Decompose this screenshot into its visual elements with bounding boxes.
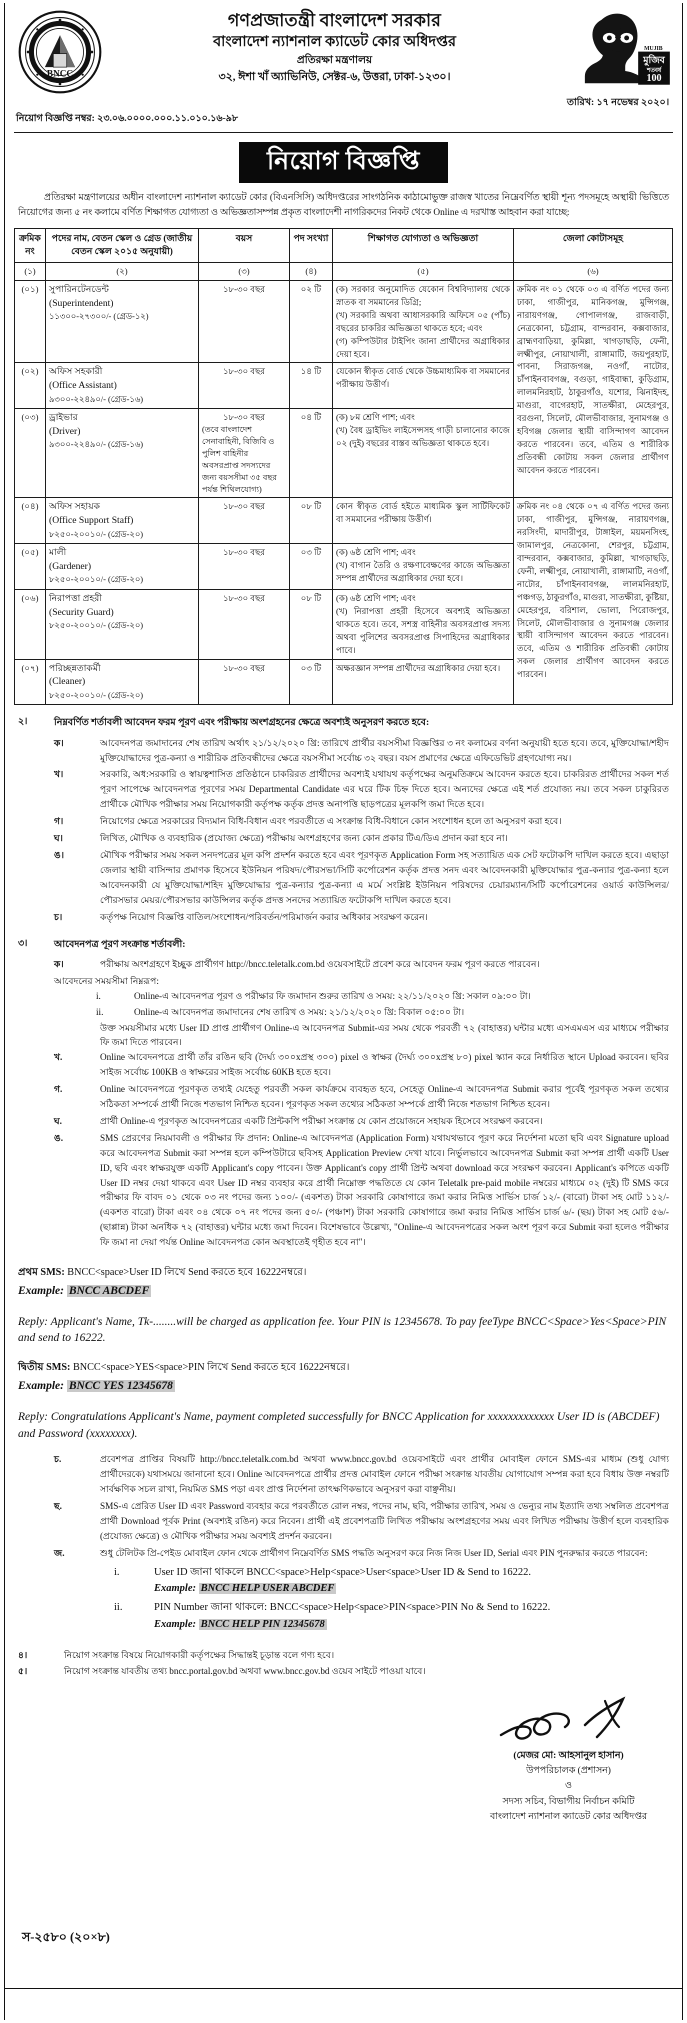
- svg-text:MUJIB: MUJIB: [644, 46, 663, 53]
- th-qualification: শিক্ষাগত যোগ্যতা ও অভিজ্ঞতা: [333, 228, 514, 263]
- application-rule-item-text: SMS প্রেরণের নিয়মাবলী ও পরীক্ষার ফি প্রদান: Online-এ আবেদনপত্র (Application Form) যথাযথভাবে পূরণ করে নির্দেশনা মতো ছবি এবং Signature upload করে আবেদনপত্র Submit করা সম্পন্ন হলে কম্পিউটারে ছবিসহ Application Preview দেখা যাবে। নির্ভুলভাবে আবেদনপত্র Submit করা সম্পন্ন প্রার্থী একটি User ID, ছবি এবং স্বাক্ষরযুক্ত একটি Applicant's copy পাবেন। উক্ত Applicant's copy প্রার্থী প্রিন্ট অথবা download করে সংরক্ষণ করবেন। Applicant's কপিতে একটি User ID নম্বর দেয়া থাকবে এবং User ID নম্বর ব্যবহার করে প্রার্থী নিম্নোক্ত পদ্ধতিতে যে কোন Teletalk pre-paid mobile নম্বরের মাধ্যমে ০২ (দুই) টি SMS করে পরীক্ষার ফি বাবদ ০১ থেকে ০৩ নং পদের জন্য ১০০/- (একশত) টাকা সরকারি কোষাগারে জমা করার নিমিত্ত সার্ভিস চার্জ ১২/- (বারো) টাকা সহ মোট ১১২/- (একশত বারো) টাকা এবং ০৪ থেকে ০৭ নং পদের জন্য ৫০/- (পঞ্চাশ) টাকা সরকারি কোষাগারে জমা করার নিমিত্ত সার্ভিস চার্জ ৬/- (ছয়) টাকা সহ মোট ৫৬/- (ছাপ্পান্ন) টাকা অনধিক ৭২ (বাহাত্তর) ঘন্টার মধ্যে জমা দিবেন। বিশেষভাবে উল্লেখ্য, "Online-এ আবেদনপত্রের সকল অংশ পূরণ করে Submit করা হলেও পরীক্ষার ফি জমা না দেয়া পর্যন্ত Online আবেদনপত্র কোন অবস্থাতেই গৃহীত হবে না"।: [100, 1132, 669, 1248]
- condition-item: [54, 848, 669, 908]
- section3-item-ka-text: পরীক্ষায় অংশগ্রহণে ইচ্ছুক প্রার্থীগণ http://bncc.teletalk.com.bd ওয়েবসাইটে প্রবেশ করে আবেদন ফরম পূরণ করতে পারবেন।: [100, 958, 540, 969]
- application-rule-item-text: Online আবেদনপত্রে পূরণকৃত তথ্যই যেহেতু পরবর্তী সকল কার্যক্রমে ব্যবহৃত হবে, সেহেতু Online-এ আবেদনপত্র Submit করার পূর্বেই পূরণকৃত সকল তথ্যের সঠিকতা সম্পর্কে প্রার্থী নিজে শতভাগ নিশ্চিত হবেন। পূরণকৃত সকল তথ্যের সঠিকতা সম্পর্কে প্রার্থী নিজে শতভাগ নিশ্চিত হবেন।: [100, 1084, 669, 1110]
- handwritten-signature-icon: [493, 1695, 643, 1751]
- section2-title: নিম্নবর্ণিত শর্তাবলী আবেদন ফরম পূরণ এবং পরীক্ষায় অংশগ্রহনের ক্ষেত্রে অবশ্যই অনুসরণ করতে হবে:: [54, 717, 430, 729]
- svg-text:মুজিব: মুজিব: [643, 55, 665, 66]
- vacancy-table: [14, 228, 673, 706]
- colnum-5: (৫): [333, 263, 514, 281]
- deadline-item: [54, 989, 669, 1004]
- application-rule-item-mark: গ.: [54, 1084, 63, 1095]
- sms-first-block: [14, 1265, 673, 1347]
- cell-serial: (০২): [15, 363, 46, 409]
- table-column-number-row: [15, 263, 673, 281]
- colnum-1: (১): [15, 263, 46, 281]
- cell-serial: (০৬): [15, 590, 46, 659]
- cell-vacancies: ০৪ টি: [290, 409, 333, 498]
- page-title: নিয়োগ বিজ্ঞপ্তি: [239, 142, 448, 183]
- cell-post-name: ড্রাইভার (Driver) ৯৩০০-২২৪৯০/- (গ্রেড-১৬): [46, 409, 199, 498]
- application-rule-item-text: প্রার্থী Online-এ পূরণকৃত আবেদনপত্রের একটি প্রিন্টকপি পরীক্ষা সংক্রান্ত যে কোন প্রয়োজনে সহায়ক হিসেবে সংরক্ষণ করবেন।: [100, 1115, 543, 1126]
- ministry-name: প্রতিরক্ষা মন্ত্রণালয়: [296, 55, 373, 67]
- sms-second-example-row: [18, 1377, 669, 1395]
- application-rule-item: [54, 1114, 669, 1129]
- sms-second-label: দ্বিতীয় SMS:: [18, 1362, 71, 1374]
- cell-age: ১৮-৩০ বছর: [199, 659, 290, 705]
- bncc-logo-container: [14, 8, 106, 94]
- recovery-item-text: PIN Number জানা থাকলে: BNCC<space>Help<space>PIN<space>PIN No & Send to 16222. Example: BNCC HELP PIN 12345678: [154, 1600, 669, 1633]
- footer-note: [18, 1664, 669, 1679]
- section3-item-ka-mark: ক।: [54, 958, 64, 969]
- svg-text:শতবর্ষ: শতবর্ষ: [646, 67, 662, 74]
- recovery-item-mark: ii.: [114, 1602, 123, 1614]
- application-rule-item-mark: ঙ.: [54, 1132, 64, 1143]
- condition-item-text: লিখিত, মৌখিক ও ব্যবহারিক (প্রযোজ্য ক্ষেত্রে) পরীক্ষায় অংশগ্রহণের জন্য কোন প্রকার টিএ/ডিএ প্রদান করা হবে না।: [100, 833, 508, 844]
- table-row: [15, 281, 673, 363]
- cell-serial: (০৫): [15, 544, 46, 590]
- footer-note-text: নিয়োগ সংক্রান্ত যাবতীয় তথ্য bncc.portal.gov.bd অথবা www.bncc.gov.bd ওয়েব সাইটে পাওয়া যাবে।: [64, 1666, 426, 1677]
- admit-card-rule-item-text: শুধু টেলিটক প্রি-পেইড মোবাইল ফোন থেকে প্রার্থীগণ নিম্নেবর্ণিত SMS পদ্ধতি অনুসরণ করে নিজ নিজ User ID, Serial এবং PIN পুনরুদ্ধার করতে পারবেন:: [100, 1547, 648, 1558]
- cell-district-quota-group-2: ক্রমিক নং ০৪ থেকে ০৭ এ বর্ণিত পদের জন্য ঢাকা, গাজীপুর, মুন্সিগঞ্জ, নারায়ণগঞ্জ, নরসিংদী, মাদারীপুর, টাঙ্গাইল, ময়মনসিংহ, জামালপুর, নেত্রকোনা, শেরপুর, চট্টগ্রাম, বান্দরবান, কক্সবাজার, কুমিল্লা, খাগড়াছড়ি, ফেনী, লক্ষ্মীপুর, নোয়াখালী, রাঙ্গামাটি, নওগাঁ, নাটোর, চাঁপাইনবাবগঞ্জ, লালমনিরহাট, পঞ্চগড়, ঠাকুরগাঁও, মাগুরা, সাতক্ষীরা, কুষ্টিয়া, মেহেরপুর, বরিশাল, ভোলা, পিরোজপুর, সিলেট, মৌলভীবাজার ও সুনামগঞ্জ জেলার স্থায়ী বাসিন্দাগণ আবেদন করতে পারবেন। তবে, এতিম ও শারীরিক প্রতিবন্ধী কোটায় সকল জেলার প্রার্থীগণ আবেদন করতে পারবেন।: [514, 498, 673, 705]
- deadline-item-mark: i.: [96, 990, 101, 1001]
- cell-post-name: অফিস সহকারী (Office Assistant) ৯৩০০-২২৪৯০/- (গ্রেড-১৬): [46, 363, 199, 409]
- th-serial: ক্রমিক নং: [15, 228, 46, 263]
- cell-qualification: যেকোন স্বীকৃত বোর্ড থেকে উচ্চমাধ্যমিক বা সমমানের পরীক্ষায় উত্তীর্ণ।: [333, 363, 514, 409]
- footer-divider: [4, 1988, 683, 1989]
- mujib-centenary-block: [563, 8, 673, 111]
- table-row: [15, 498, 673, 544]
- sms-second-example-value: BNCC YES 12345678: [68, 1380, 173, 1393]
- cell-post-name: পরিচ্ছন্নতাকর্মী (Cleaner) ৮২৫০-২০০১০/- (গ্রেড-২০): [46, 659, 199, 705]
- bncc-emblem-icon: [18, 10, 102, 94]
- cell-age: ১৮-৩০ বছর: [199, 498, 290, 544]
- section-conditions: [14, 715, 673, 926]
- section3-item-list: [54, 1050, 669, 1250]
- recovery-item: [114, 1565, 669, 1598]
- recovery-example-value: BNCC HELP PIN 12345678: [200, 1618, 325, 1630]
- signatory-name: (মেজর মো: আহসানুল হাসান): [513, 1751, 624, 1762]
- application-rule-item-mark: ঘ.: [54, 1115, 62, 1126]
- th-vacancies: পদ সংখ্যা: [290, 228, 333, 263]
- admit-card-rule-item-mark: জ.: [54, 1547, 65, 1558]
- cell-vacancies: ০৩ টি: [290, 659, 333, 705]
- cell-qualification: (ক) সরকার অনুমোদিত যেকোন বিশ্ববিদ্যালয় থেকে স্নাতক বা সমমানের ডিগ্রি; (খ) সরকারি অথবা আধাসরকারি অফিসে ০৫ (পাঁচ) বছরের চাকরির অভিজ্ঞতা থাকতে হবে; এবং (গ) কম্পিউটার টাইপিং জানা প্রার্থীদের অগ্রাধিকার দেয়া হবে।: [333, 281, 514, 363]
- mujib-portrait-icon: [564, 8, 672, 88]
- cell-age: ১৮-৩০ বছর (তবে বাংলাদেশ সেনাবাহিনী, বিজিবি ও পুলিশ বাহিনীর অবসরপ্রাপ্ত সদস্যদের জন্য বয়সসীমা ৩৫ বছর পর্যন্ত শিথিলযোগ্য): [199, 409, 290, 498]
- cell-post-name: সুপারিনটেনডেন্ট (Superintendent) ১১৩০০-২৭৩০০/- (গ্রেড-১২): [46, 281, 199, 363]
- intro-paragraph: প্রতিরক্ষা মন্ত্রণালয়ের অধীন বাংলাদেশ ন্যাশনাল ক্যাডেট কোর (বিএনসিসি) অধিদপ্তরের সাংগঠনিক কাঠামোভুক্ত রাজস্ব খাতের নিম্নেবর্ণিত স্থায়ী শূন্য পদসমূহে অস্থায়ী ভিত্তিতে নিয়োগের জন্য ৫ নং কলামে বর্ণিত শিক্ষাগত যোগ্যতা ও অভিজ্ঞতাসম্পন্ন প্রকৃত বাংলাদেশী নাগরিকদের নিকট থেকে Online এ দরখাস্ত আহবান করা যাচ্ছে:: [18, 193, 669, 218]
- table-header-row: [15, 228, 673, 263]
- cell-vacancies: ০২ টি: [290, 281, 333, 363]
- signatory-conjunction: ও: [565, 1781, 572, 1792]
- section2-item-list: [54, 736, 669, 925]
- sms-second-text: BNCC<space>YES<space>PIN লিখে Send করতে হবে 16222নম্বরে।: [72, 1362, 350, 1374]
- th-post-name: পদের নাম, বেতন স্কেল ও গ্রেড (জাতীয় বেতন স্কেল ২০১৫ অনুযায়ী): [46, 228, 199, 263]
- footer-note-mark: ৫।: [18, 1666, 28, 1677]
- cell-vacancies: ০৮ টি: [290, 498, 333, 544]
- condition-item: [54, 910, 669, 925]
- cell-district-quota-group-1: ক্রমিক নং ০১ থেকে ০৩ এ বর্ণিত পদের জন্য ঢাকা, গাজীপুর, মানিকগঞ্জ, মুন্সিগঞ্জ, নারায়ণগঞ্জ, গোপালগঞ্জ, রাজবাড়ী, নেত্রকোনা, চট্টগ্রাম, বান্দরবান, কক্সবাজার, ব্রাহ্মণবাড়িয়া, কুমিল্লা, খাগড়াছড়ি, ফেনী, লক্ষ্মীপুর, নোয়াখালী, রাঙ্গামাটি, জয়পুরহাট, পাবনা, সিরাজগঞ্জ, নওগাঁ, নাটোর, চাঁপাইনবাবগঞ্জ, বগুড়া, গাইবান্ধা, কুড়িগ্রাম, লালমনিরহাট, ঠাকুরগাঁও, যশোর, ঝিনাইদহ, মাগুরা, বাগেরহাট, সাতক্ষীরা, মেহেরপুর, বরগুনা, সিলেট, মৌলভীবাজার, সুনামগঞ্জ ও হবিগঞ্জ জেলার স্থায়ী বাসিন্দাগণ আবেদন করতে পারবেন। তবে, এতিম ও শারীরিক প্রতিবন্ধী কোটায় সকল জেলার প্রার্থীগণ আবেদন করতে পারবেন।: [514, 281, 673, 498]
- recovery-item-mark: i.: [114, 1566, 120, 1578]
- circular-number: নিয়োগ বিজ্ঞপ্তি নম্বর: ২৩.০৬.০০০০.০০০.১১.০১০.১৬-৯৮: [16, 114, 239, 124]
- office-address: ৩২, ঈশা খাঁ অ্যাভিনিউ, সেক্টর-৬, উত্তরা, ঢাকা-১২৩০।: [218, 71, 451, 84]
- condition-item: [54, 814, 669, 829]
- deadline-list: [54, 989, 669, 1020]
- cell-serial: (০৭): [15, 659, 46, 705]
- colnum-3: (৩): [199, 263, 290, 281]
- sms-first-label: প্রথম SMS:: [18, 1267, 65, 1279]
- application-rule-item-mark: খ.: [54, 1052, 63, 1063]
- section3-more-spacer: [18, 1452, 44, 1635]
- condition-item-mark: ঙ।: [54, 850, 65, 861]
- condition-item: [54, 767, 669, 812]
- deadline-item: [54, 1005, 669, 1020]
- cell-age: ১৮-৩০ বছর: [199, 281, 290, 363]
- condition-item-mark: গ।: [54, 816, 64, 827]
- cell-post-name: অফিস সহায়ক (Office Support Staff) ৮২৫০-২০০১০/- (গ্রেড-২০): [46, 498, 199, 544]
- sms-first-text: BNCC<space>User ID লিখে Send করতে হবে 16222নম্বরে।: [67, 1267, 307, 1279]
- section3-title: আবেদনপত্র পূরণ সংক্রান্ত শর্তাবলী:: [54, 938, 186, 950]
- admit-card-rule-item-text: SMS-এ প্রেরিত User ID এবং Password ব্যবহার করে পরবর্তীতে রোল নম্বর, পদের নাম, ছবি, পরীক্ষার তারিখ, সময় ও ভেন্যুর নাম ইত্যাদি তথ্য সম্বলিত প্রবেশপত্র প্রার্থী Download পূর্বক Print (অবশ্যই রঙিন) করে নিবেন। প্রার্থী এই প্রবেশপত্রটি লিখিত পরীক্ষায় অংশগ্রহণের সময় এবং লিখিত পরীক্ষায় উত্তীর্ণ হলে ব্যবহারিক (প্রযোজ্য ক্ষেত্রে) ও মৌখিক পরীক্ষার সময় অবশ্যই প্রদর্শন করবেন।: [100, 1500, 669, 1541]
- cell-serial: (০৪): [15, 498, 46, 544]
- section3-number: ৩।: [18, 938, 28, 949]
- colnum-2: (২): [46, 263, 199, 281]
- condition-item-text: নিয়োগের ক্ষেত্রে সরকারের বিদ্যমান বিধি-বিধান এবং পরবর্তীতে এ সংক্রান্ত বিধি-বিধানে কোন সংশোধন হলে তা অনুসরণ করা হবে।: [100, 816, 562, 827]
- condition-item: [54, 831, 669, 846]
- condition-item-mark: চ।: [54, 911, 63, 922]
- signature-block: [14, 1695, 673, 1824]
- svg-text:BNCC: BNCC: [46, 68, 74, 79]
- sms-recovery-list: [54, 1565, 669, 1633]
- section-application-rules: [14, 937, 673, 1253]
- admit-card-rule-item: [54, 1499, 669, 1544]
- footer-note-list: [14, 1648, 673, 1680]
- recovery-item-example: [154, 1617, 669, 1633]
- recovery-item: [114, 1600, 669, 1633]
- footer-note-text: নিয়োগ সংক্রান্ত বিষয়ে নিয়োগকারী কর্তৃপক্ষের সিদ্ধান্তই চূড়ান্ত বলে গণ্য হবে।: [64, 1649, 335, 1660]
- signatory-designation: উপপরিচালক (প্রশাসন): [526, 1766, 611, 1777]
- cell-qualification: (ক) ৬ষ্ঠ শ্রেণি পাশ; এবং (খ) বাগান তৈরি ও রক্ষণাবেক্ষণের কাজে অভিজ্ঞতা সম্পন্ন প্রার্থীদের অগ্রাধিকার দেয়া হবে।: [333, 544, 514, 590]
- sms-first-reply: Reply: Applicant's Name, Tk-........will be charged as application fee. Your PIN is 12345678. To pay feeType BNCC<Space>Yes<Space>PIN and send to 16222.: [18, 1315, 667, 1345]
- admit-card-rule-item: [54, 1546, 669, 1561]
- cell-age: ১৮-৩০ বছর: [199, 363, 290, 409]
- admit-card-rule-item: [54, 1452, 669, 1497]
- condition-item-text: আবেদনপত্র জমাদানের শেষ তারিখ অর্থাৎ ২১/১২/২০২০ খ্রি: তারিখে প্রার্থীর বয়সসীমা বিজ্ঞপ্তির ৩ নং কলামের বর্ণনা অনুযায়ী হতে হবে। তবে, মুক্তিযোদ্ধা/শহীদ মুক্তিযোদ্ধাদের পুত্র-কন্যা ও শারীরিক প্রতিবন্ধীদের ক্ষেত্রে বয়সসীমা সর্বোচ্চ ৩২ বছর। বয়স প্রমাণের ক্ষেত্রে এফিডেভিট গ্রহণযোগ্য নয়।: [100, 737, 669, 763]
- footer-note: [18, 1648, 669, 1663]
- cell-qualification: অক্ষরজ্ঞান সম্পন্ন প্রার্থীদের অগ্রাধিকার দেয়া হবে।: [333, 659, 514, 705]
- deadline-item-text: Online-এ আবেদনপত্র পূরণ ও পরীক্ষার ফি জমাদান শুরুর তারিখ ও সময়: ২২/১১/২০২০ খ্রি: সকাল ০৯:০০ টা।: [134, 990, 531, 1001]
- government-name: গণপ্রজাতন্ত্রী বাংলাদেশ সরকার: [227, 10, 442, 30]
- document-header: [14, 8, 673, 111]
- footer-note-mark: ৪।: [18, 1649, 28, 1660]
- application-rule-item: [54, 1131, 669, 1250]
- recovery-item-text: User ID জানা থাকলে BNCC<space>Help<space>User<space>User ID & Send to 16222. Example: BNCC HELP USER ABCDEF: [154, 1565, 669, 1598]
- application-rule-item: [54, 1050, 669, 1080]
- cell-vacancies: ০৩ টি: [290, 544, 333, 590]
- cell-post-name: মালী (Gardener) ৮২৫০-২০০১০/- (গ্রেড-২০): [46, 544, 199, 590]
- cell-qualification: কোন স্বীকৃত বোর্ড হইতে মাধ্যমিক স্কুল সার্টিফিকেট বা সমমানের পরীক্ষায় উত্তীর্ণ।: [333, 498, 514, 544]
- condition-item-mark: ঘ।: [54, 833, 63, 844]
- sms-second-example-label: Example:: [18, 1380, 64, 1393]
- admit-card-rule-item-mark: ছ.: [54, 1500, 62, 1511]
- th-district-quota: জেলা কোটাসমূহ: [514, 228, 673, 263]
- cell-qualification: (ক) ৮ম শ্রেণি পাশ; এবং (খ) বৈধ ড্রাইভিং লাইসেন্সসহ গাড়ী চালানোর কাজে ০২ (দুই) বছরের বাস্তব অভিজ্ঞতা থাকতে হবে।: [333, 409, 514, 498]
- cell-age: ১৮-৩০ বছর: [199, 590, 290, 659]
- header-divider: [14, 132, 673, 133]
- th-age: বয়স: [199, 228, 290, 263]
- condition-item-text: সরকারি, অধ:সরকারি ও স্বায়ত্বশাসিত প্রতিষ্ঠানে চাকরিরত প্রার্থীদের অবশ্যই যথাযথ কর্তৃপক্ষের অনুমতিক্রমে আবেদন করতে হবে। চাকরিরত প্রার্থীদের সকল শর্ত পূরণ সাপেক্ষে আবেদনপত্র পূরণের সময় Departmental Candidate এর ঘরে টিক চিহ্ন দিতে হবে। অন্যদের ক্ষেত্রে এই শর্ত প্রযোজ্য নয়। তবে সকল চাকুরিরত প্রার্থীকে মৌখিক পরীক্ষার সময় নিয়োগকারী কর্তৃপক্ষ কর্তৃক প্রদত্ত অনাপত্তি ছাড়পত্রের মূলকপি জমা দিতে হবে।: [100, 769, 669, 810]
- table-body: [15, 281, 673, 705]
- section2-number: ২।: [18, 717, 28, 728]
- sms-first-line: [18, 1265, 669, 1281]
- circular-date: তারিখ: ১৭ নভেম্বর ২০২০।: [566, 98, 670, 108]
- cell-vacancies: ০৮ টি: [290, 590, 333, 659]
- cell-age: ১৮-৩০ বছর: [199, 544, 290, 590]
- deadline-intro: আবেদনের সময়সীমা নিম্নরূপ:: [54, 975, 159, 986]
- title-banner: [14, 142, 673, 183]
- condition-item: [54, 736, 669, 766]
- recovery-example-label: Example:: [154, 1583, 196, 1595]
- condition-item-mark: খ।: [54, 769, 64, 780]
- recovery-example-label: Example:: [154, 1618, 196, 1630]
- section3-item-ka: [54, 957, 669, 972]
- sms-second-block: [14, 1360, 673, 1442]
- sms-second-reply: Reply: Congratulations Applicant's Name, payment completed successfully for BNCC Application for xxxxxxxxxxxxx User ID is (ABCDEF) and Password (xxxxxxxx).: [18, 1410, 660, 1440]
- cell-vacancies: ১৪ টি: [290, 363, 333, 409]
- sms-first-example-label: Example:: [18, 1285, 64, 1298]
- sms-first-example-row: [18, 1282, 669, 1300]
- recovery-item-example: [154, 1581, 669, 1597]
- signatory-role: সদস্য সচিব, বিভাগীয় নির্বাচন কমিটি: [502, 1796, 635, 1807]
- condition-item-text: মৌখিক পরীক্ষার সময় সকল সনদপত্রের মূল কপি প্রদর্শন করতে হবে এবং পূরণকৃত Application Form সহ সত্যায়িত এক সেট ফটোকপি দাখিল করতে হবে। এছাড়া জেলার স্থায়ী বাসিন্দার প্রমাণক হিসেবে ইউনিয়ন পরিষদ/পৌরসভা/সিটি কর্পোরেশন কর্তৃক প্রদত্ত সনদ এবং আবেদনকারী মুক্তিযোদ্ধার পুত্র-কন্যার পুত্র-কন্যা হলে আবেদনকারী যে মুক্তিযোদ্ধা/শহিদ মুক্তিযোদ্ধার পুত্র-কন্যার পুত্র-কন্যা এ মর্মে সংশ্লিষ্ট ইউনিয়ন পরিষদের চেয়ারম্যান/সিটি কর্পোরেশনের ওয়ার্ড কাউন্সিলর/পৌরসভার মেয়র/পৌরসভার কাউন্সিলর কর্তৃক প্রদত্ত সনদের সত্যায়িত ফটোকপি দাখিল করতে হবে।: [100, 850, 669, 905]
- application-rule-item: [54, 1082, 669, 1112]
- cell-serial: (০৩): [15, 409, 46, 498]
- cell-qualification: (ক) ৬ষ্ঠ শ্রেণি পাশ; এবং (খ) নিরাপত্তা প্রহরী হিসেবে অবশ্যই অভিজ্ঞতা থাকতে হবে। তবে, সশস্ত্র বাহিনীর অবসরপ্রাপ্ত সদস্য অথবা পুলিশের অবসরপ্রাপ্ত সিপাহিদের অগ্রাধিকার পাবে।: [333, 590, 514, 659]
- signatory-organization: বাংলাদেশ ন্যাশনাল ক্যাডেট কোর অধিদপ্তর: [489, 1811, 647, 1822]
- condition-item-text: কর্তৃপক্ষ নিয়োগ বিজ্ঞপ্তি বাতিল/সংশোধন/পরিবর্তন/পরিমার্জন করার অধিকার সংরক্ষণ করেন।: [100, 911, 428, 922]
- document-code: স-২৫৮০ (২০×৮): [22, 1930, 110, 1944]
- header-title-block: [112, 8, 557, 86]
- application-rule-item-text: Online আবেদনপত্রে প্রার্থী তাঁর রঙিন ছবি (দৈর্ঘ্য ৩০০xপ্রস্থ ৩০০) pixel ও স্বাক্ষর (দৈর্ঘ্য ৩০০xপ্রস্থ ৮০) pixel স্ক্যান করে নির্ধারিত স্থানে Upload করবেন। ছবির সাইজ সর্বোচ্চ 100KB ও স্বাক্ষরের সাইজ সর্বোচ্চ 60KB হতে হবে।: [100, 1052, 669, 1078]
- section3-more-list: [54, 1452, 669, 1560]
- svg-text:100: 100: [646, 73, 662, 85]
- admit-card-rule-item-mark: চ.: [54, 1454, 62, 1465]
- colnum-4: (৪): [290, 263, 333, 281]
- deadline-item-text: Online-এ আবেদনপত্র জমাদানের শেষ তারিখ ও সময়: ২১/১২/২০২০ খ্রি: বিকাল ০৫:০০ টা।: [134, 1006, 465, 1017]
- cell-serial: (০১): [15, 281, 46, 363]
- directorate-name: বাংলাদেশ ন্যাশনাল ক্যাডেট কোর অধিদপ্তর: [213, 33, 456, 50]
- deadline-note: উক্ত সময়সীমার মধ্যে User ID প্রাপ্ত প্রার্থীগণ Online-এ আবেদনপত্র Submit-এর সময় থেকে পরবর্তী ৭২ (বাহাত্তর) ঘন্টার মধ্যে এসএমএস এর মাধ্যমে পরীক্ষার ফি জমা দিতে পারবেন।: [100, 1022, 669, 1048]
- condition-item-mark: ক।: [54, 737, 64, 748]
- colnum-6: (৬): [514, 263, 673, 281]
- deadline-item-mark: ii.: [96, 1006, 104, 1017]
- sms-first-example-value: BNCC ABCDEF: [68, 1285, 150, 1298]
- sms-second-line: [18, 1360, 669, 1376]
- cell-post-name: নিরাপত্তা প্রহরী (Security Guard) ৮২৫০-২০০১০/- (গ্রেড-২০): [46, 590, 199, 659]
- admit-card-rule-item-text: প্রবেশপত্র প্রাপ্তির বিষয়টি http://bncc.teletalk.com.bd অথবা www.bncc.gov.bd ওয়েবসাইটে এবং প্রার্থীর মোবাইল ফোনে SMS-এর মাধ্যম (শুধু যোগ্য প্রার্থীদেরকে) যথাসময়ে জানানো হবে। Online আবেদনপত্রে প্রার্থীর প্রদত্ত মোবাইল ফোনে পরীক্ষা সংক্রান্ত যাবতীয় যোগাযোগ সম্পন্ন করা হবে বিধায় উক্ত নম্বরটি সার্বক্ষণিক সচল রাখা, নিয়মিত SMS পড়া এবং প্রাপ্ত নির্দেশনা তাৎক্ষণিকভাবে অনুসরণ করা বাঞ্ছনীয়।: [100, 1454, 669, 1495]
- section-admit-card: [14, 1452, 673, 1635]
- recovery-example-value: BNCC HELP USER ABCDEF: [200, 1583, 335, 1595]
